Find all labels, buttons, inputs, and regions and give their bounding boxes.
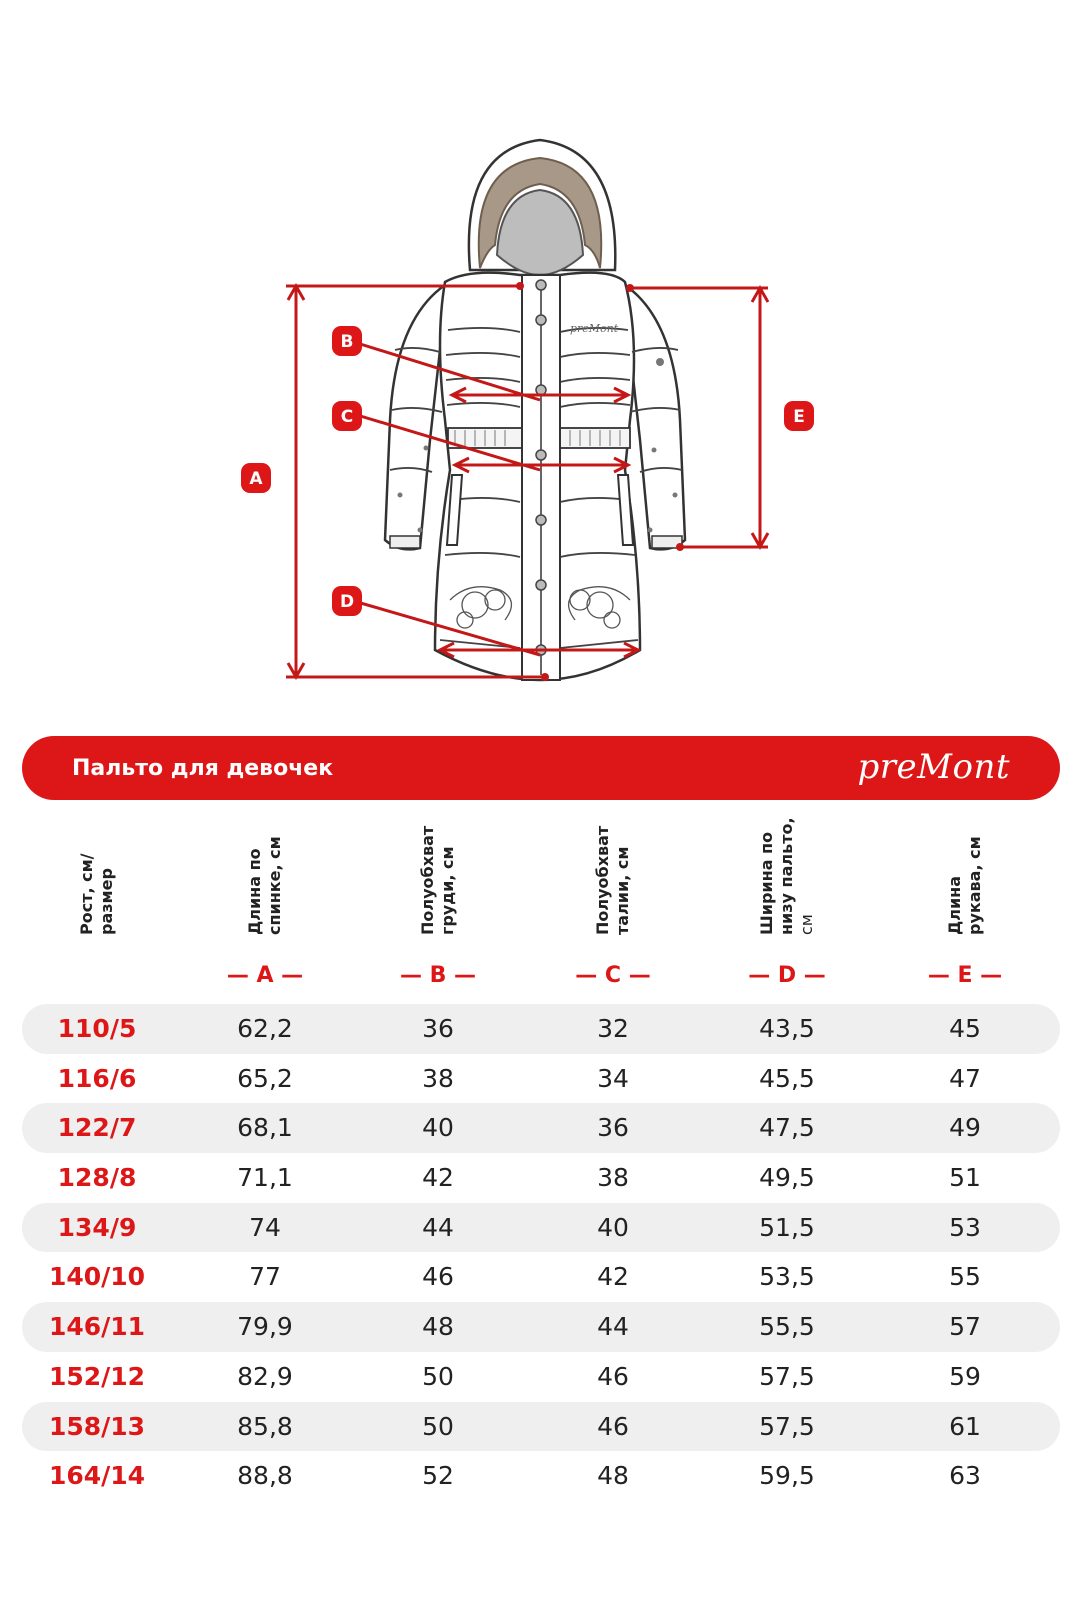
svg-text:A: A [249,469,263,489]
header-line: спинке, см [265,836,284,935]
header-letter-c: — C — [575,963,651,988]
size-cell: 152/12 [48,1361,146,1391]
value-b: 50 [422,1411,454,1441]
header-line: груди, см [438,846,457,935]
left-cuff [390,536,420,548]
header-letter-e: — E — [927,963,1003,988]
value-e: 53 [949,1212,981,1242]
value-a: 82,9 [237,1361,293,1391]
svg-text:B: B [340,332,354,352]
coat-drawing [0,0,1080,720]
header-line: талии, см [613,846,632,935]
size-cell: 158/13 [48,1411,146,1441]
size-cell: 134/9 [57,1212,137,1242]
left-sleeve [385,285,445,549]
value-e: 57 [949,1312,981,1342]
value-d: 45,5 [759,1063,815,1093]
value-e: 61 [949,1411,981,1441]
header-line: низу пальто, [777,817,796,935]
marker-c [332,401,362,431]
table-row [22,1302,1060,1352]
value-e: 51 [949,1163,981,1193]
coat-diagram [0,0,1080,720]
header-chest [363,815,513,995]
table-row [22,1451,1060,1501]
value-c: 34 [597,1063,629,1093]
banner-title: Пальто для девочек [72,756,334,781]
svg-text:C: C [340,407,354,427]
size-cell: 140/10 [48,1262,146,1292]
value-b: 44 [422,1212,454,1242]
size-cell: 122/7 [57,1113,137,1143]
value-c: 32 [597,1014,629,1043]
value-c: 40 [597,1212,629,1242]
header-line: размер [97,868,116,935]
header-waist [538,815,688,995]
value-b: 40 [422,1113,454,1143]
value-d: 53,5 [759,1262,815,1292]
size-cell: 116/6 [57,1063,137,1093]
value-b: 52 [422,1461,454,1491]
value-d: 57,5 [759,1361,815,1391]
value-d: 55,5 [759,1312,815,1342]
header-letter-d: — D — [748,963,826,988]
marker-b [332,326,362,356]
size-cell: 146/11 [48,1312,146,1342]
value-a: 65,2 [237,1063,293,1093]
header-line: Рост, см/ [77,853,96,935]
table-row [22,1004,1060,1054]
coat-logo: preMont [570,322,619,335]
size-cell: 128/8 [57,1163,137,1193]
table-row [22,1054,1060,1104]
value-d: 43,5 [759,1014,815,1043]
table-row [22,1402,1060,1452]
value-e: 49 [949,1113,981,1143]
header-line: см [797,914,816,935]
header-hem-width [712,815,862,995]
svg-text:E: E [793,407,805,427]
header-letter-a: — A — [226,963,304,988]
value-a: 74 [249,1212,281,1242]
marker-a [241,463,271,493]
value-b: 38 [422,1063,454,1093]
value-a: 79,9 [237,1312,293,1342]
title-banner [22,736,1060,800]
value-c: 48 [597,1461,629,1491]
header-line: Полуобхват [593,825,612,935]
marker-d [332,586,362,616]
header-line: Полуобхват [418,825,437,935]
value-c: 44 [597,1312,629,1342]
value-b: 48 [422,1312,454,1342]
value-c: 46 [597,1361,629,1391]
value-a: 88,8 [237,1461,293,1491]
value-a: 77 [249,1262,281,1292]
value-e: 45 [949,1014,981,1043]
value-b: 42 [422,1163,454,1193]
value-e: 63 [949,1461,981,1491]
size-table [22,1004,1060,1501]
size-cell: 164/14 [48,1461,146,1491]
value-d: 51,5 [759,1212,815,1242]
value-b: 46 [422,1262,454,1292]
value-a: 68,1 [237,1113,293,1143]
header-back-length [190,815,340,995]
header-height-size [22,815,172,995]
value-e: 59 [949,1361,981,1391]
value-b: 50 [422,1361,454,1391]
table-row [22,1352,1060,1402]
table-row [22,1153,1060,1203]
value-b: 36 [422,1014,454,1043]
value-c: 38 [597,1163,629,1193]
value-c: 42 [597,1262,629,1292]
table-headers [0,815,1080,995]
brand-logo: preMont [857,747,1010,787]
right-sleeve [625,285,685,549]
value-e: 47 [949,1063,981,1093]
header-letter-b: — B — [399,963,477,988]
value-a: 62,2 [237,1014,293,1043]
header-sleeve-length [890,815,1040,995]
table-row [22,1252,1060,1302]
value-d: 47,5 [759,1113,815,1143]
value-c: 46 [597,1411,629,1441]
table-row [22,1103,1060,1153]
value-d: 57,5 [759,1411,815,1441]
marker-e [784,401,814,431]
value-a: 71,1 [237,1163,293,1193]
header-line: Длина по [245,848,264,935]
header-line: Длина [945,875,964,935]
value-d: 49,5 [759,1163,815,1193]
header-line: Ширина по [757,831,776,935]
size-cell: 110/5 [57,1014,137,1043]
value-a: 85,8 [237,1411,293,1441]
table-row [22,1203,1060,1253]
value-e: 55 [949,1262,981,1292]
svg-text:D: D [339,592,355,612]
value-c: 36 [597,1113,629,1143]
value-d: 59,5 [759,1461,815,1491]
header-line: рукава, см [965,836,984,935]
